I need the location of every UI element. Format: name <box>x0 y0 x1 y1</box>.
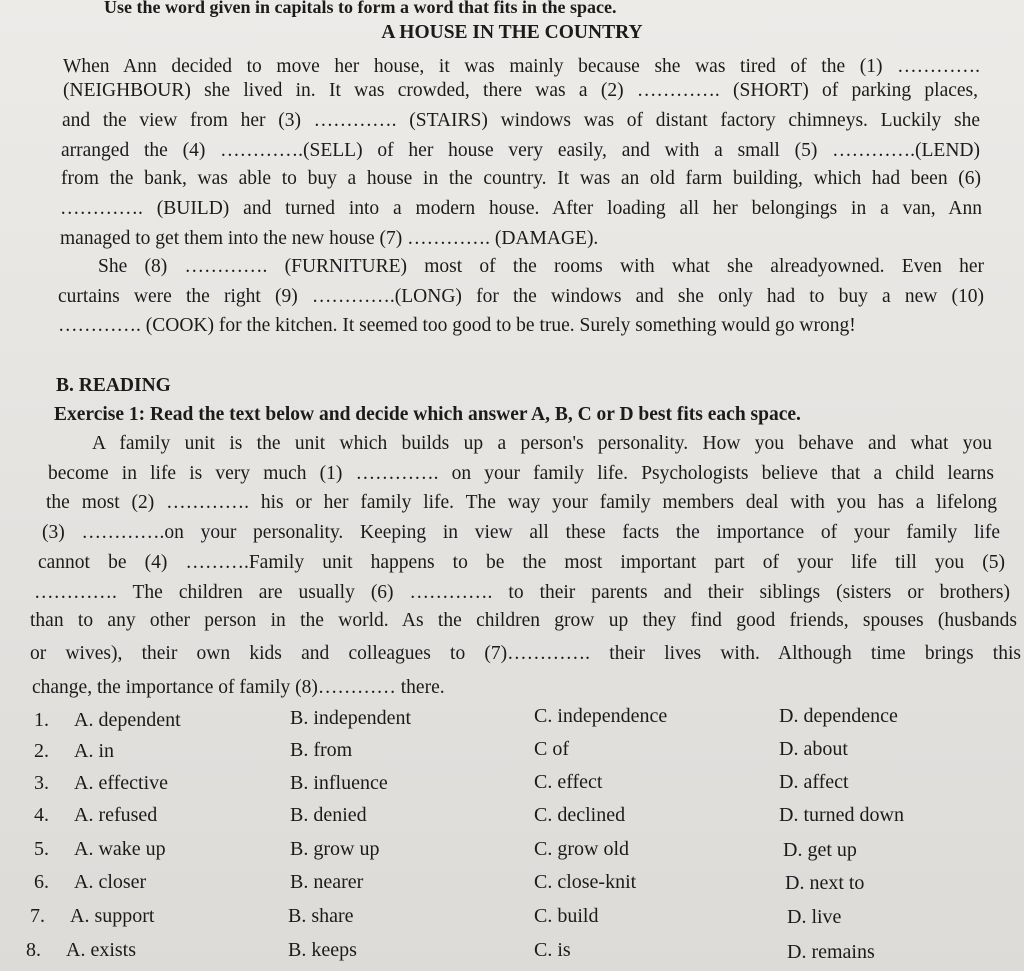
option-c[interactable]: C. is <box>534 939 571 961</box>
question-number: 4. <box>34 804 49 826</box>
exercise-instruction: Exercise 1: Read the text below and decide which answer A, B, C or D best fits each space. <box>54 404 801 425</box>
option-a[interactable]: A. support <box>70 905 155 927</box>
option-b[interactable]: B. influence <box>290 772 388 794</box>
option-a[interactable]: A. dependent <box>74 709 181 731</box>
option-d[interactable]: D. affect <box>779 771 849 793</box>
option-c[interactable]: C. build <box>534 905 599 927</box>
passage-a-line: (NEIGHBOUR) she lived in. It was crowded, there was a (2) …………. (SHORT) of parking places, <box>63 80 978 101</box>
question-number: 8. <box>26 939 41 961</box>
option-b[interactable]: B. keeps <box>288 939 357 961</box>
option-c[interactable]: C. close-knit <box>534 871 637 893</box>
option-b[interactable]: B. from <box>290 739 353 761</box>
option-a[interactable]: A. wake up <box>74 838 166 860</box>
option-a[interactable]: A. refused <box>74 804 158 826</box>
passage-a-line: She (8) …………. (FURNITURE) most of the rooms with what she alreadyowned. Even her <box>98 256 984 277</box>
passage-a-line: …………. (COOK) for the kitchen. It seemed too good to be true. Surely something would go wrong! <box>58 315 856 336</box>
option-d[interactable]: D. dependence <box>779 705 898 727</box>
passage-b-line: than to any other person in the world. As the children grow up they find good friends, spouses (husbands <box>30 610 1017 631</box>
passage-a-line: arranged the (4) ………….(SELL) of her house very easily, and with a small (5) ………….(LEND) <box>61 140 980 161</box>
passage-b-line: cannot be (4) ……….Family unit happens to be the most important part of your life till you (5) <box>38 552 1005 573</box>
option-c[interactable]: C. grow old <box>534 838 629 860</box>
option-d[interactable]: D. get up <box>783 839 857 861</box>
passage-b-line: become in life is very much (1) …………. on your family life. Psychologists believe that a child learns <box>48 463 994 484</box>
option-a[interactable]: A. exists <box>66 939 136 961</box>
question-number: 3. <box>34 772 49 794</box>
question-number: 1. <box>34 709 49 731</box>
passage-a-line: …………. (BUILD) and turned into a modern house. After loading all her belongings in a van, Ann <box>60 198 982 219</box>
question-number: 2. <box>34 740 49 762</box>
passage-b-line: or wives), their own kids and colleagues to (7)…………. their lives with. Although time brings this <box>30 643 1021 664</box>
option-b[interactable]: B. share <box>288 905 354 927</box>
option-b[interactable]: B. grow up <box>290 838 380 860</box>
passage-a-line: curtains were the right (9) ………….(LONG) for the windows and she only had to buy a new (10) <box>58 286 984 307</box>
passage-b-line: …………. The children are usually (6) …………. to their parents and their siblings (sisters or brothers) <box>34 582 1010 603</box>
option-d[interactable]: D. turned down <box>779 804 904 826</box>
option-b[interactable]: B. nearer <box>290 871 364 893</box>
question-number: 6. <box>34 871 49 893</box>
option-c[interactable]: C. independence <box>534 705 668 727</box>
passage-a-line: managed to get them into the new house (7) …………. (DAMAGE). <box>60 228 599 249</box>
option-d[interactable]: D. about <box>779 738 848 760</box>
option-d[interactable]: D. remains <box>787 941 875 963</box>
question-number: 5. <box>34 838 49 860</box>
question-number: 7. <box>30 905 45 927</box>
option-c[interactable]: C. effect <box>534 771 603 793</box>
option-c[interactable]: C of <box>534 738 569 760</box>
section-heading: B. READING <box>56 375 171 396</box>
passage-b-line: change, the importance of family (8)………… there. <box>32 677 445 698</box>
passage-b-line: A family unit is the unit which builds up a person's personality. How you behave and what you <box>92 433 992 454</box>
passage-a-line: When Ann decided to move her house, it was mainly because she was tired of the (1) …………. <box>63 56 980 77</box>
option-a[interactable]: A. closer <box>74 871 147 893</box>
passage-title: A HOUSE IN THE COUNTRY <box>381 22 643 43</box>
option-d[interactable]: D. next to <box>785 872 865 894</box>
option-b[interactable]: B. independent <box>290 707 412 729</box>
passage-a-line: and the view from her (3) …………. (STAIRS) windows was of distant factory chimneys. Luckily she <box>62 110 980 131</box>
instruction: Use the word given in capitals to form a word that fits in the space. <box>104 0 617 17</box>
option-a[interactable]: A. in <box>74 740 114 762</box>
option-c[interactable]: C. declined <box>534 804 626 826</box>
option-d[interactable]: D. live <box>787 906 842 928</box>
option-a[interactable]: A. effective <box>74 772 169 794</box>
passage-a-line: from the bank, was able to buy a house in the country. It was an old farm building, which had been (6) <box>61 168 981 189</box>
passage-b-line: (3) ………….on your personality. Keeping in view all these facts the importance of your family life <box>42 522 1000 543</box>
option-b[interactable]: B. denied <box>290 804 367 826</box>
passage-b-line: the most (2) …………. his or her family life. The way your family members deal with you has a lifelong <box>46 492 997 513</box>
